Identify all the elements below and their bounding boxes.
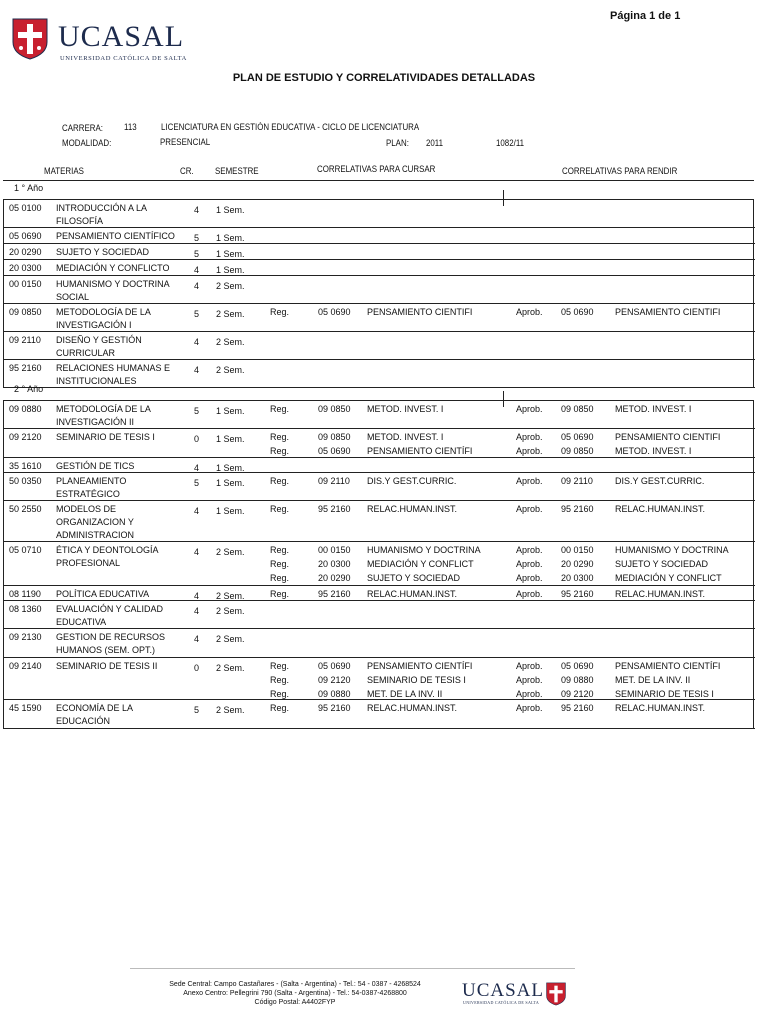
course-semester: 1 Sem. [216, 434, 245, 444]
footer-line: Código Postal: A4402FYP [254, 999, 336, 1006]
course-code: 45 1590 [9, 703, 42, 713]
rendir-type: Aprob. [516, 432, 543, 442]
cursar-type: Reg. [270, 476, 290, 486]
course-name: POLÍTICA EDUCATIVA [56, 589, 150, 599]
cursar-name: SEMINARIO DE TESIS I [367, 675, 466, 685]
year-label: 1 ° Año [14, 183, 44, 193]
cursar-name: MEDIACIÓN Y CONFLICT [367, 559, 474, 569]
cursar-name: MET. DE LA INV. II [367, 689, 443, 699]
plan-label: PLAN: [386, 138, 409, 148]
table-row [4, 276, 755, 304]
rendir-name: MET. DE LA INV. II [615, 675, 691, 685]
course-semester: 2 Sem. [216, 663, 245, 673]
course-code: 09 2120 [9, 432, 42, 442]
shield-icon [546, 982, 566, 1006]
header-divider [3, 180, 754, 181]
cursar-code: 09 2110 [318, 476, 350, 486]
cursar-name: RELAC.HUMAN.INST. [367, 589, 458, 599]
course-code: 08 1190 [9, 589, 41, 599]
col-rendir: CORRELATIVAS PARA RENDIR [562, 166, 678, 176]
rendir-type: Aprob. [516, 545, 543, 555]
cursar-type: Reg. [270, 703, 290, 713]
course-semester: 2 Sem. [216, 547, 245, 557]
table-row [4, 700, 755, 729]
course-credits: 4 [194, 265, 200, 275]
course-semester: 1 Sem. [216, 406, 245, 416]
footer-line: Anexo Centro: Pellegrini 790 (Salta - Argentina) - Tel.: 54-0387-4268800 [183, 990, 407, 997]
table-row [4, 304, 755, 332]
course-name: PLANEAMIENTO ESTRATÉGICO [56, 476, 127, 499]
course-code: 05 0100 [9, 203, 42, 213]
course-name: ECONOMÍA DE LA EDUCACIÓN [56, 703, 133, 726]
course-semester: 2 Sem. [216, 365, 245, 375]
cursar-type: Reg. [270, 504, 290, 514]
course-name: MODELOS DE ORGANIZACION Y ADMINISTRACION [56, 504, 135, 540]
logo-name: UCASAL [58, 20, 185, 53]
course-name: EVALUACIÓN Y CALIDAD EDUCATIVA [56, 604, 164, 627]
rendir-name: RELAC.HUMAN.INST. [615, 703, 706, 713]
course-semester: 2 Sem. [216, 281, 245, 291]
cursar-type: Reg. [270, 573, 290, 583]
course-credits: 4 [194, 463, 200, 473]
rendir-name: METOD. INVEST. I [615, 404, 692, 414]
course-name: SUJETO Y SOCIEDAD [56, 247, 150, 257]
cursar-type: Reg. [270, 589, 290, 599]
footer-logo-name: UCASAL [462, 980, 545, 1001]
table-row [4, 501, 755, 542]
course-name: DISEÑO Y GESTIÓN CURRICULAR [56, 335, 142, 358]
course-name: RELACIONES HUMANAS E INSTITUCIONALES [56, 363, 171, 386]
footer-divider [130, 968, 575, 969]
table-row [4, 401, 755, 429]
footer-logo [462, 980, 572, 1008]
rendir-code: 05 0690 [561, 432, 594, 442]
rendir-name: RELAC.HUMAN.INST. [615, 589, 706, 599]
rendir-type: Aprob. [516, 504, 543, 514]
table-row [4, 473, 755, 501]
cursar-type: Reg. [270, 689, 290, 699]
course-semester: 1 Sem. [216, 249, 245, 259]
rendir-code: 09 2110 [561, 476, 593, 486]
course-credits: 4 [194, 281, 200, 291]
rendir-type: Aprob. [516, 307, 543, 317]
table-row [4, 586, 755, 601]
course-semester: 2 Sem. [216, 634, 245, 644]
cursar-code: 09 0880 [318, 689, 351, 699]
cursar-type: Reg. [270, 559, 290, 569]
table-row [4, 629, 755, 658]
course-code: 95 2160 [9, 363, 42, 373]
rendir-type: Aprob. [516, 689, 543, 699]
course-semester: 2 Sem. [216, 705, 245, 715]
rendir-name: PENSAMIENTO CIENTIFI [615, 432, 721, 442]
cursar-type: Reg. [270, 404, 290, 414]
cursar-code: 00 0150 [318, 545, 351, 555]
course-code: 05 0690 [9, 231, 42, 241]
course-name: SEMINARIO DE TESIS II [56, 661, 158, 671]
rendir-code: 09 0850 [561, 404, 594, 414]
year-section [3, 400, 754, 729]
course-semester: 2 Sem. [216, 337, 245, 347]
section-bottom-border [3, 728, 754, 729]
course-name: METODOLOGÍA DE LA INVESTIGACIÓN I [56, 307, 151, 330]
cursar-type: Reg. [270, 446, 290, 456]
cursar-code: 09 0850 [318, 404, 351, 414]
course-semester: 1 Sem. [216, 265, 245, 275]
footer-logo-subtitle: UNIVERSIDAD CATÓLICA DE SALTA [463, 1000, 540, 1005]
rendir-name: SEMINARIO DE TESIS I [615, 689, 714, 699]
course-code: 09 0880 [9, 404, 42, 414]
cursar-code: 05 0690 [318, 307, 351, 317]
course-credits: 5 [194, 406, 200, 416]
rendir-type: Aprob. [516, 404, 543, 414]
rendir-code: 09 0850 [561, 446, 594, 456]
course-code: 09 0850 [9, 307, 42, 317]
cursar-name: SUJETO Y SOCIEDAD [367, 573, 461, 583]
cursar-code: 95 2160 [318, 504, 351, 514]
course-credits: 4 [194, 547, 200, 557]
course-credits: 5 [194, 233, 200, 243]
rendir-code: 09 2120 [561, 689, 594, 699]
course-name: GESTION DE RECURSOS HUMANOS (SEM. OPT.) [56, 632, 166, 655]
footer-address [140, 980, 450, 1007]
document-title: PLAN DE ESTUDIO Y CORRELATIVIDADES DETALLADAS [232, 72, 536, 84]
table-row [4, 228, 755, 244]
cursar-type: Reg. [270, 307, 290, 317]
course-code: 50 2550 [9, 504, 42, 514]
cursar-code: 95 2160 [318, 703, 351, 713]
course-code: 09 2110 [9, 335, 41, 345]
rendir-code: 20 0290 [561, 559, 594, 569]
modalidad-value: PRESENCIAL [160, 137, 211, 147]
rendir-type: Aprob. [516, 589, 543, 599]
course-code: 20 0290 [9, 247, 42, 257]
footer-line: Sede Central: Campo Castañares - (Salta - Argentina) - Tel.: 54 - 0387 - 4268524 [169, 981, 421, 988]
table-row [4, 542, 755, 586]
cursar-name: PENSAMIENTO CIENTÍFI [367, 446, 473, 456]
cursar-name: HUMANISMO Y DOCTRINA [367, 545, 481, 555]
cursar-code: 20 0300 [318, 559, 351, 569]
course-name: ÉTICA Y DEONTOLOGÍA PROFESIONAL [56, 545, 159, 568]
table-row [4, 200, 755, 228]
cursar-type: Reg. [270, 545, 290, 555]
course-semester: 1 Sem. [216, 205, 245, 215]
plan-resolution: 1082/11 [496, 138, 525, 148]
cursar-code: 05 0690 [318, 446, 351, 456]
course-credits: 4 [194, 606, 200, 616]
table-row [4, 429, 755, 458]
course-credits: 5 [194, 478, 200, 488]
rendir-code: 20 0300 [561, 573, 594, 583]
table-row [4, 360, 755, 388]
cursar-code: 09 2120 [318, 675, 351, 685]
course-name: GESTIÓN DE TICS [56, 461, 135, 471]
course-name: HUMANISMO Y DOCTRINA SOCIAL [56, 279, 170, 302]
cursar-code: 05 0690 [318, 661, 351, 671]
rendir-name: MEDIACIÓN Y CONFLICT [615, 573, 722, 583]
cursar-type: Reg. [270, 432, 290, 442]
rendir-name: PENSAMIENTO CIENTIFI [615, 307, 721, 317]
rendir-code: 09 0880 [561, 675, 594, 685]
logo-subtitle: UNIVERSIDAD CATÓLICA DE SALTA [60, 55, 187, 62]
course-name: INTRODUCCIÓN A LA FILOSOFÍA [56, 203, 147, 226]
rendir-name: METOD. INVEST. I [615, 446, 692, 456]
ucasal-logo [12, 18, 212, 66]
rendir-code: 05 0690 [561, 661, 594, 671]
cursar-type: Reg. [270, 675, 290, 685]
course-name: MEDIACIÓN Y CONFLICTO [56, 263, 170, 273]
course-code: 00 0150 [9, 279, 42, 289]
course-semester: 1 Sem. [216, 478, 245, 488]
course-credits: 4 [194, 591, 200, 601]
carrera-code: 113 [124, 122, 137, 132]
table-row [4, 332, 755, 360]
course-credits: 5 [194, 309, 200, 319]
col-materias: MATERIAS [44, 166, 84, 176]
cursar-name: RELAC.HUMAN.INST. [367, 703, 458, 713]
page-number: Página 1 de 1 [610, 10, 681, 22]
rendir-code: 05 0690 [561, 307, 594, 317]
rendir-name: SUJETO Y SOCIEDAD [615, 559, 709, 569]
table-row [4, 260, 755, 276]
course-code: 05 0710 [9, 545, 42, 555]
rendir-code: 95 2160 [561, 589, 594, 599]
year-label: 2 ° Año [14, 384, 44, 394]
section-bottom-border [3, 387, 754, 388]
rendir-type: Aprob. [516, 661, 543, 671]
cursar-name: PENSAMIENTO CIENTIFI [367, 307, 473, 317]
year-section [3, 199, 754, 388]
course-code: 09 2140 [9, 661, 42, 671]
cursar-name: PENSAMIENTO CIENTÍFI [367, 661, 473, 671]
carrera-name: LICENCIATURA EN GESTIÓN EDUCATIVA - CICLO DE LICENCIATURA [161, 122, 420, 132]
course-credits: 5 [194, 705, 200, 715]
shield-icon [12, 18, 48, 60]
plan-year: 2011 [426, 138, 444, 148]
course-code: 09 2130 [9, 632, 42, 642]
course-code: 20 0300 [9, 263, 42, 273]
rendir-name: DIS.Y GEST.CURRIC. [615, 476, 705, 486]
course-name: SEMINARIO DE TESIS I [56, 432, 155, 442]
rendir-name: HUMANISMO Y DOCTRINA [615, 545, 729, 555]
course-credits: 0 [194, 434, 200, 444]
cursar-code: 95 2160 [318, 589, 351, 599]
rendir-type: Aprob. [516, 446, 543, 456]
course-semester: 2 Sem. [216, 591, 245, 601]
rendir-name: RELAC.HUMAN.INST. [615, 504, 706, 514]
course-semester: 1 Sem. [216, 233, 245, 243]
course-credits: 5 [194, 249, 200, 259]
table-row [4, 601, 755, 629]
col-cr: CR. [180, 166, 194, 176]
rendir-code: 95 2160 [561, 504, 594, 514]
modalidad-label: MODALIDAD: [62, 138, 112, 148]
course-name: PENSAMIENTO CIENTÍFICO [56, 231, 175, 241]
carrera-label: CARRERA: [62, 123, 103, 133]
cursar-name: RELAC.HUMAN.INST. [367, 504, 458, 514]
course-credits: 4 [194, 634, 200, 644]
table-row [4, 658, 755, 700]
course-credits: 4 [194, 337, 200, 347]
cursar-name: METOD. INVEST. I [367, 404, 444, 414]
rendir-code: 00 0150 [561, 545, 594, 555]
rendir-type: Aprob. [516, 573, 543, 583]
course-code: 50 0350 [9, 476, 42, 486]
rendir-code: 95 2160 [561, 703, 594, 713]
course-credits: 4 [194, 506, 200, 516]
course-credits: 4 [194, 365, 200, 375]
course-semester: 1 Sem. [216, 463, 245, 473]
course-semester: 2 Sem. [216, 606, 245, 616]
course-name: METODOLOGÍA DE LA INVESTIGACIÓN II [56, 404, 151, 427]
cursar-type: Reg. [270, 661, 290, 671]
rendir-type: Aprob. [516, 703, 543, 713]
col-cursar: CORRELATIVAS PARA CURSAR [317, 164, 436, 174]
course-credits: 0 [194, 663, 200, 673]
course-semester: 2 Sem. [216, 309, 245, 319]
cursar-name: METOD. INVEST. I [367, 432, 444, 442]
table-row [4, 458, 755, 473]
cursar-code: 09 0850 [318, 432, 351, 442]
course-code: 35 1610 [9, 461, 42, 471]
course-semester: 1 Sem. [216, 506, 245, 516]
course-code: 08 1360 [9, 604, 42, 614]
rendir-name: PENSAMIENTO CIENTÍFI [615, 661, 721, 671]
col-semestre: SEMESTRE [215, 166, 259, 176]
table-row [4, 244, 755, 260]
rendir-type: Aprob. [516, 476, 543, 486]
rendir-type: Aprob. [516, 675, 543, 685]
rendir-type: Aprob. [516, 559, 543, 569]
cursar-name: DIS.Y GEST.CURRIC. [367, 476, 457, 486]
cursar-code: 20 0290 [318, 573, 351, 583]
course-credits: 4 [194, 205, 200, 215]
